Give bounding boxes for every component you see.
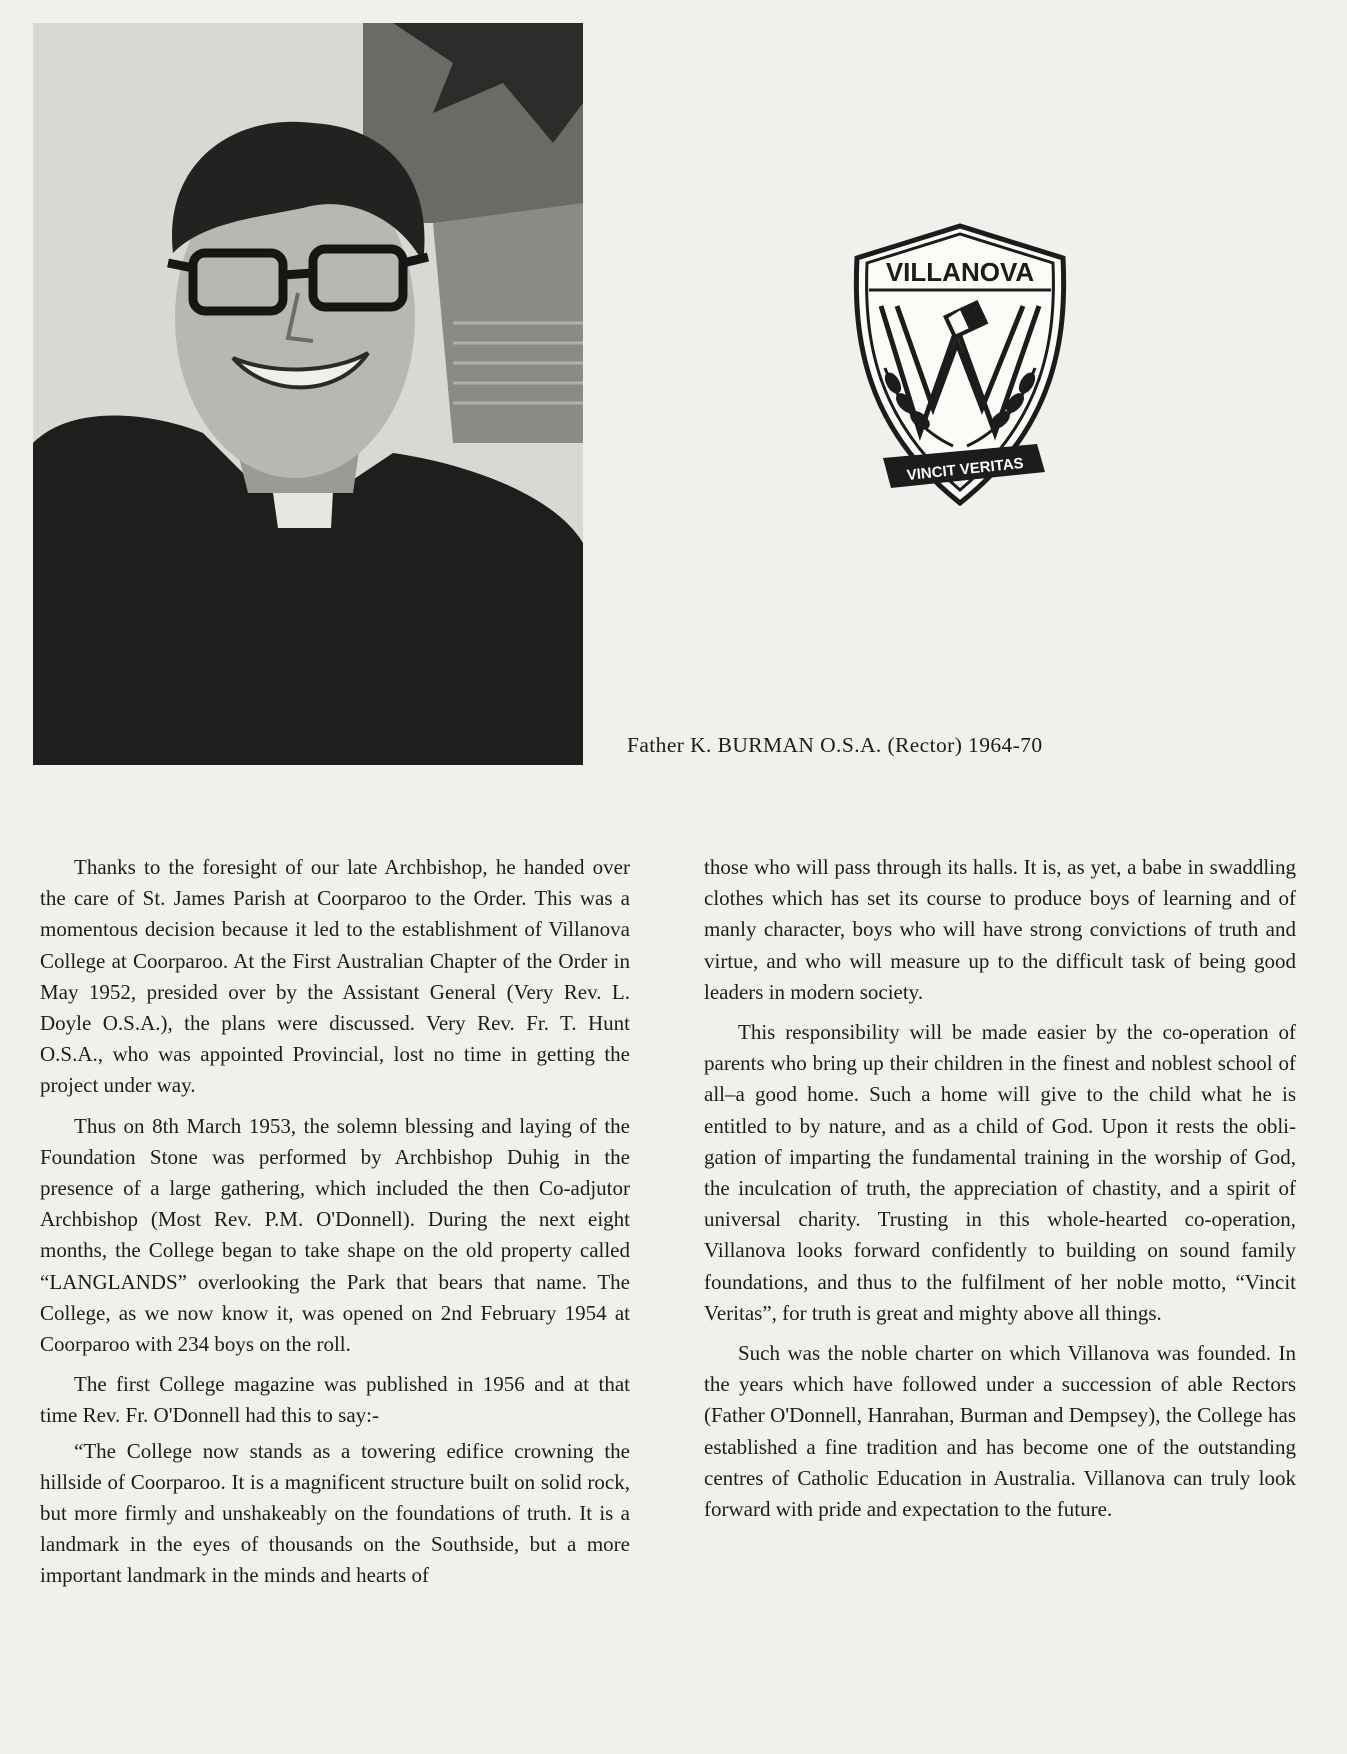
photo-caption: Father K. BURMAN O.S.A. (Rector) 1964-70 xyxy=(627,733,1043,757)
article-paragraph: Such was the noble charter on which Villanova was founded. In the years which have followed under a succession of able Rectors (Father O'Donnell, Hanrahan, Burman and Dempsey), the College has established a fine tradition and has become one of the outstanding centres of Catholic Education in Australia. Villanova can truly look forward with pride and expectation to the future. xyxy=(704,1341,1296,1522)
article-left-column xyxy=(40,852,630,1601)
svg-text:VINCIT VERITAS: VINCIT VERITAS xyxy=(905,454,1025,485)
villanova-crest-logo xyxy=(845,218,1075,518)
svg-text:VILLANOVA: VILLANOVA xyxy=(885,257,1035,287)
portrait-illustration xyxy=(33,23,583,765)
article-paragraph: those who will pass through its halls. It is, as yet, a babe in swaddling clothes which has set its course to produce boys of learning and of manly character, boys who will have strong convictions of truth and virtue, and who will measure up to the difficult task of being good leaders in modern society. xyxy=(704,855,1296,1004)
article-quote-paragraph: “The College now stands as a towering edifice crowning the hillside of Coorparoo. It is a magnificent structure built on solid rock, but more firmly and unshakeably on the foundations of truth. It is a landmark in the eyes of thousands on the Southside, but a more important landmark in the minds and hearts of xyxy=(40,1438,630,1588)
article-paragraph: The first College magazine was published in 1956 and at that time Rev. Fr. O'Donnell had this to say:- xyxy=(40,1372,630,1428)
article-paragraph: This responsibility will be made easier by the co-operation of parents who bring up their children in the finest and noblest school of all–a good home. Such a home will give to the child what he is entitled to by nature, and as a child of God. Upon it rests the obligation of imparting the fundamental training in the worship of God, the inculcation of truth, the appreciation of chastity, and a spirit of universal charity. Trusting in this whole-hearted co-operation, Villanova looks forward confidently to building on sound family foundations, and thus to the fulfilment of her noble motto, “Vincit Veritas”, for truth is great and mighty above all things. xyxy=(704,1020,1296,1325)
article-paragraph: Thus on 8th March 1953, the solemn blessing and laying of the Foundation Stone was performed by Archbishop Duhig in the presence of a large gathering, which included the then Co-adjutor Archbishop (Most Rev. P.M. O'Donnell). During the next eight months, the College began to take shape on the old property called “LANGLANDS” overlooking the Park that bears that name. The College, as we now know it, was opened on 2nd February 1954 at Coorparoo with 234 boys on the roll. xyxy=(40,1113,630,1357)
rector-portrait-photo xyxy=(33,23,583,765)
article-paragraph: Thanks to the foresight of our late Archbishop, he handed over the care of St. James Parish at Coorparoo to the Order. This was a momentous decision because it led to the establishment of Villanova College at Coorparoo. At the First Australian Chapter of the Order in May 1952, presided over by the Assistant General (Very Rev. L. Doyle O.S.A.), the plans were discussed. Very Rev. Fr. T. Hunt O.S.A., who was appointed Provincial, lost no time in getting the project under way. xyxy=(40,855,630,1098)
article-right-column xyxy=(704,852,1296,1534)
